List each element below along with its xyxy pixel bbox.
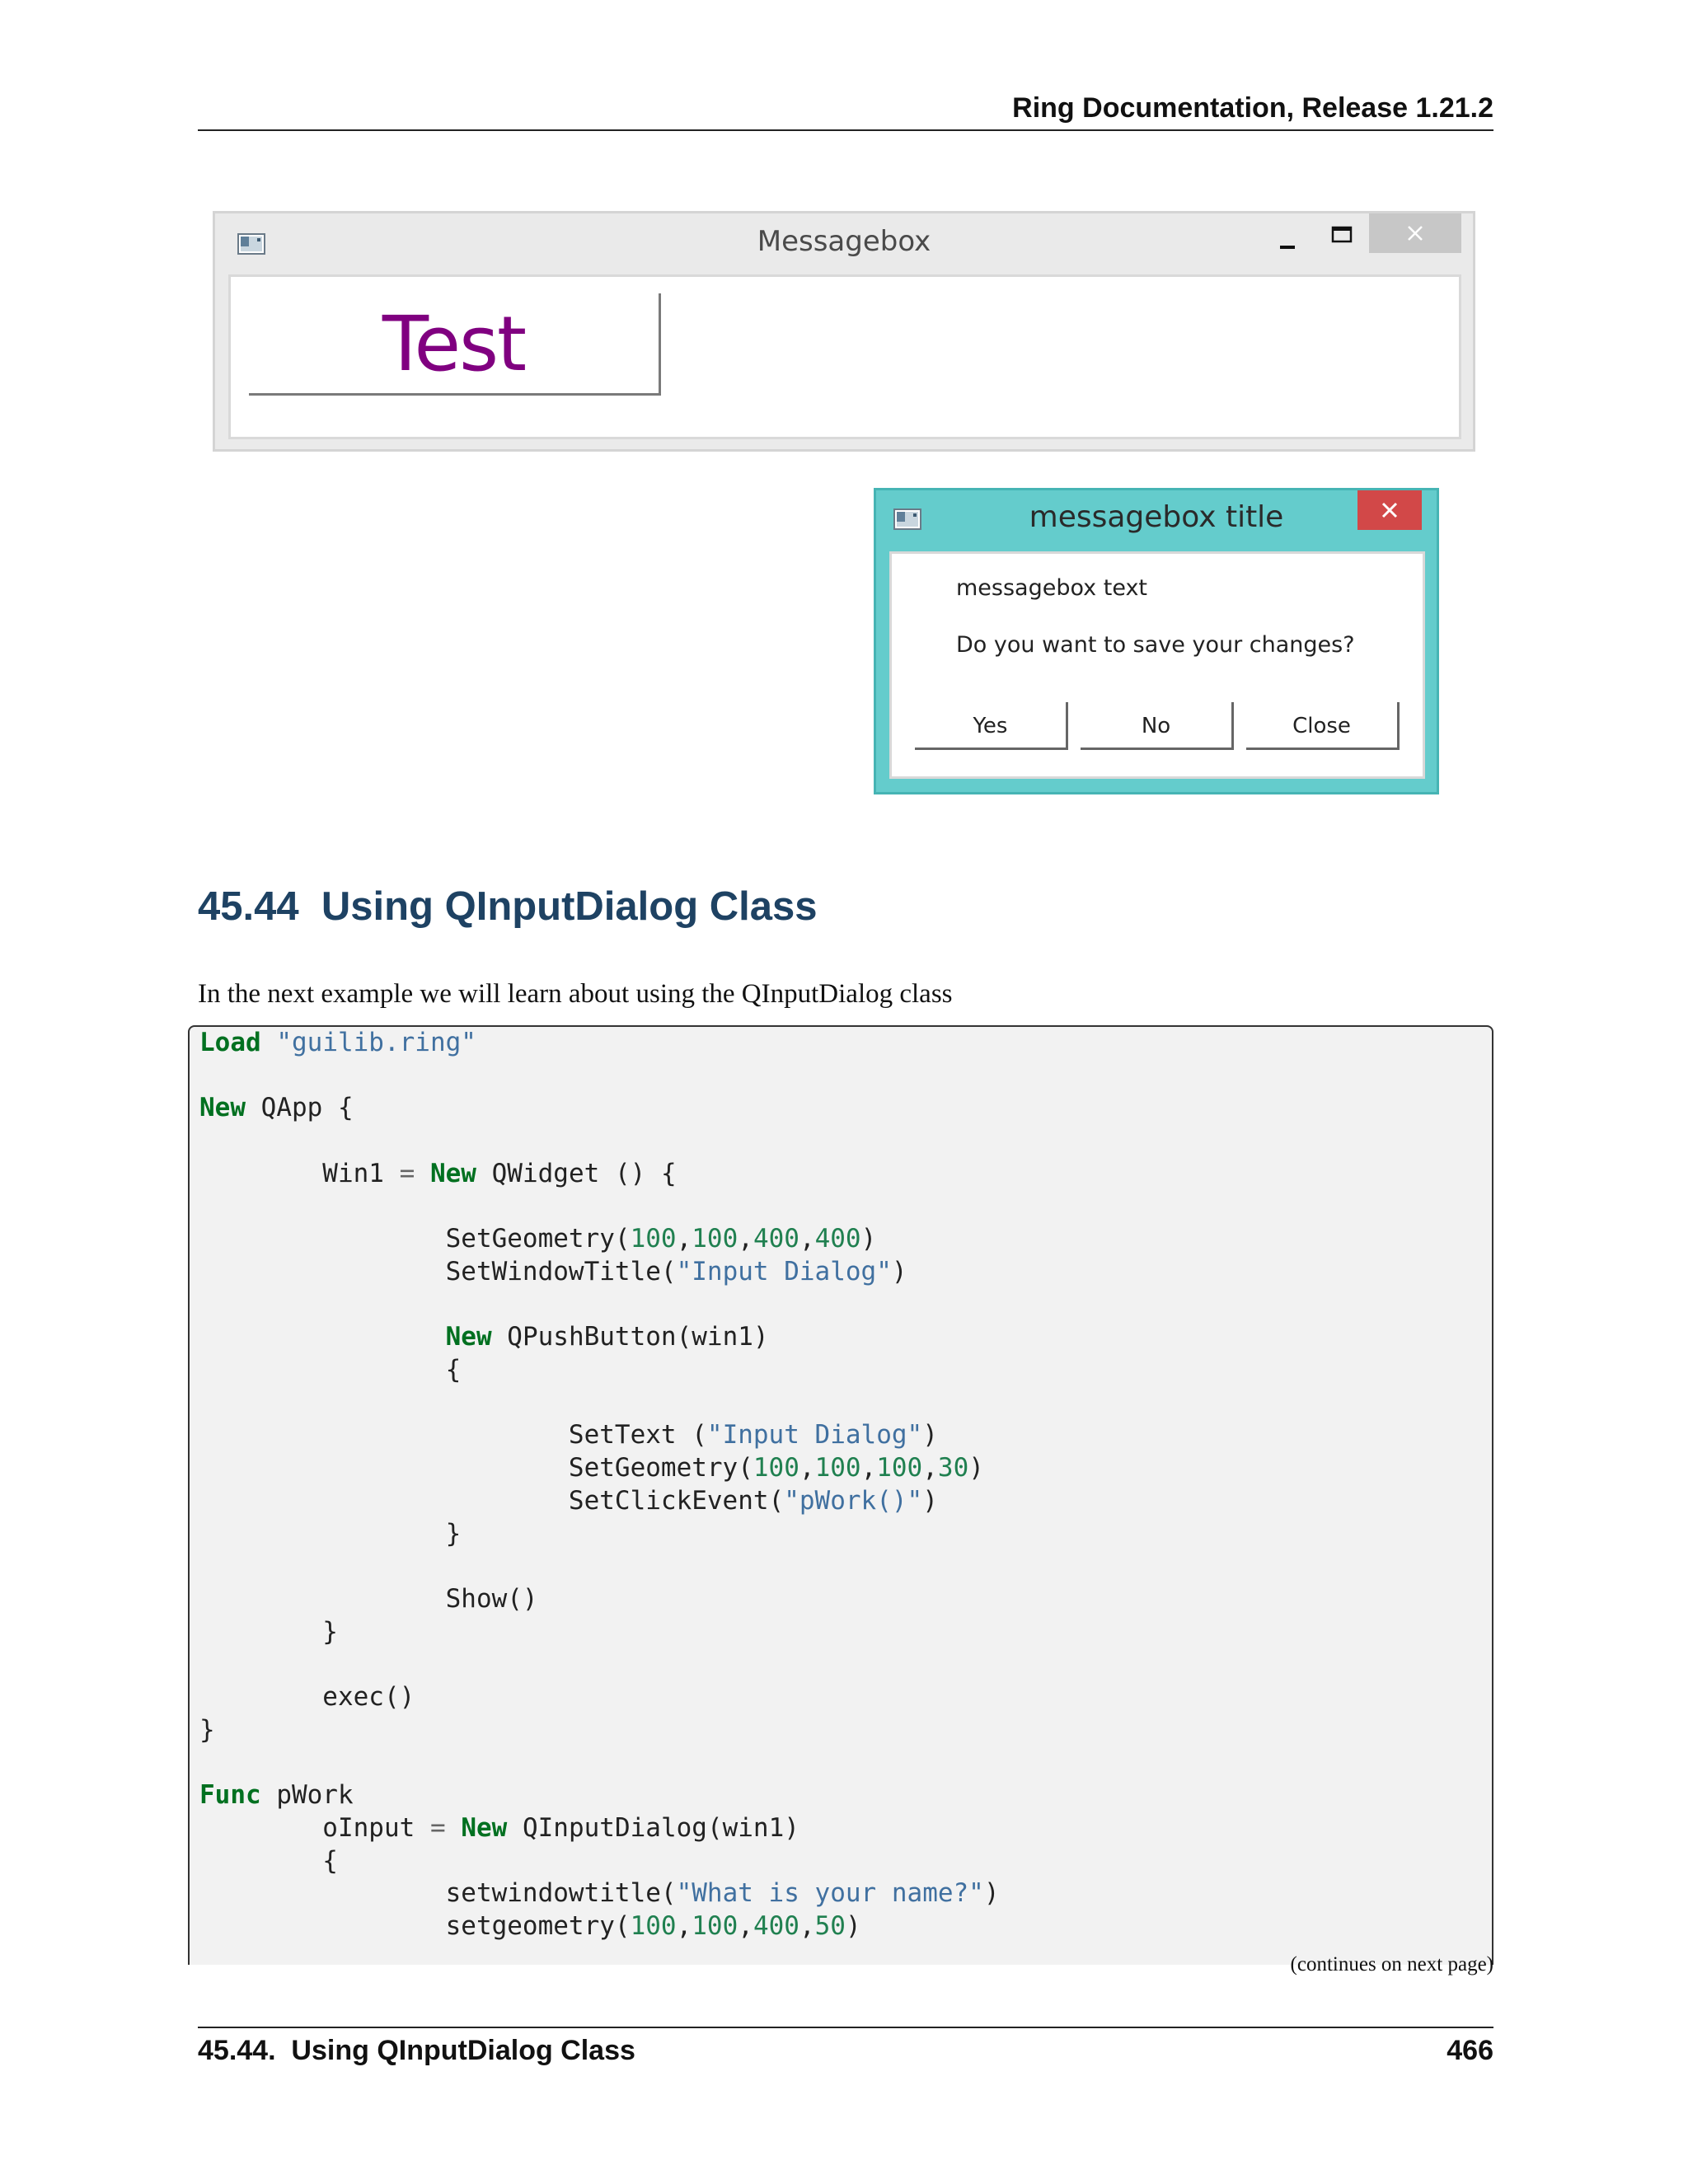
section-heading xyxy=(198,883,818,930)
page-header: Ring Documentation, Release 1.21.2 xyxy=(1012,92,1493,124)
code-line: { xyxy=(199,1355,462,1385)
code-line: New QApp { xyxy=(199,1093,354,1123)
code-line: SetWindowTitle("Input Dialog") xyxy=(199,1256,907,1286)
continues-note: (continues on next page) xyxy=(1290,1953,1493,1975)
test-button[interactable]: Test xyxy=(249,293,661,396)
yes-button[interactable]: Yes xyxy=(915,702,1068,750)
no-button[interactable]: No xyxy=(1081,702,1234,750)
code-line: New QPushButton(win1) xyxy=(445,1322,769,1352)
header-divider xyxy=(198,129,1493,131)
code-line: SetClickEvent("pWork()") xyxy=(199,1485,938,1516)
dialog-window-screenshot xyxy=(874,488,1439,794)
code-line: Func pWork xyxy=(199,1780,354,1811)
code-line: Load "guilib.ring" xyxy=(199,1028,476,1057)
code-line: SetText ("Input Dialog") xyxy=(199,1420,938,1451)
footer-divider xyxy=(198,2027,1493,2028)
dialog-text: messagebox text xyxy=(956,575,1148,601)
close-button[interactable] xyxy=(1369,213,1461,253)
section-number: 45.44 xyxy=(198,884,299,929)
messagebox-window-screenshot xyxy=(213,211,1475,452)
window-title: Messagebox xyxy=(757,225,931,258)
code-line: { xyxy=(199,1845,338,1876)
close-icon xyxy=(1381,501,1399,519)
code-line: SetGeometry(100,100,100,30) xyxy=(199,1453,984,1483)
maximize-icon[interactable] xyxy=(1329,223,1354,248)
minimize-icon[interactable] xyxy=(1278,232,1298,256)
code-block xyxy=(188,1025,1493,1965)
code-line: Show() xyxy=(199,1583,538,1614)
code-line: SetGeometry(100,100,400,400) xyxy=(199,1224,877,1254)
code-line: Win1 = New QWidget () { xyxy=(199,1158,677,1188)
intro-paragraph: In the next example we will learn about using the QInputDialog class xyxy=(198,979,953,1009)
page-number: 466 xyxy=(1447,2035,1493,2066)
code-line: setwindowtitle("What is your name?") xyxy=(199,1878,1000,1909)
close-button[interactable] xyxy=(1357,490,1422,530)
close-icon xyxy=(1405,223,1425,243)
code-line: exec() xyxy=(199,1682,415,1713)
code-line: } xyxy=(199,1518,462,1549)
code-listing xyxy=(199,1027,1000,1943)
code-line: } xyxy=(199,1616,338,1647)
close-dialog-button[interactable]: Close xyxy=(1246,702,1400,750)
dialog-client-area xyxy=(889,551,1425,779)
dialog-title: messagebox title xyxy=(1029,500,1284,534)
section-title: Using QInputDialog Class xyxy=(321,884,818,929)
code-line: } xyxy=(199,1714,215,1745)
window-client-area xyxy=(228,274,1461,439)
code-line: setgeometry(100,100,400,50) xyxy=(199,1910,861,1941)
dialog-informative-text: Do you want to save your changes? xyxy=(956,632,1355,658)
code-line: oInput = New QInputDialog(win1) xyxy=(199,1812,799,1843)
footer-section: 45.44. Using QInputDialog Class xyxy=(198,2035,635,2066)
